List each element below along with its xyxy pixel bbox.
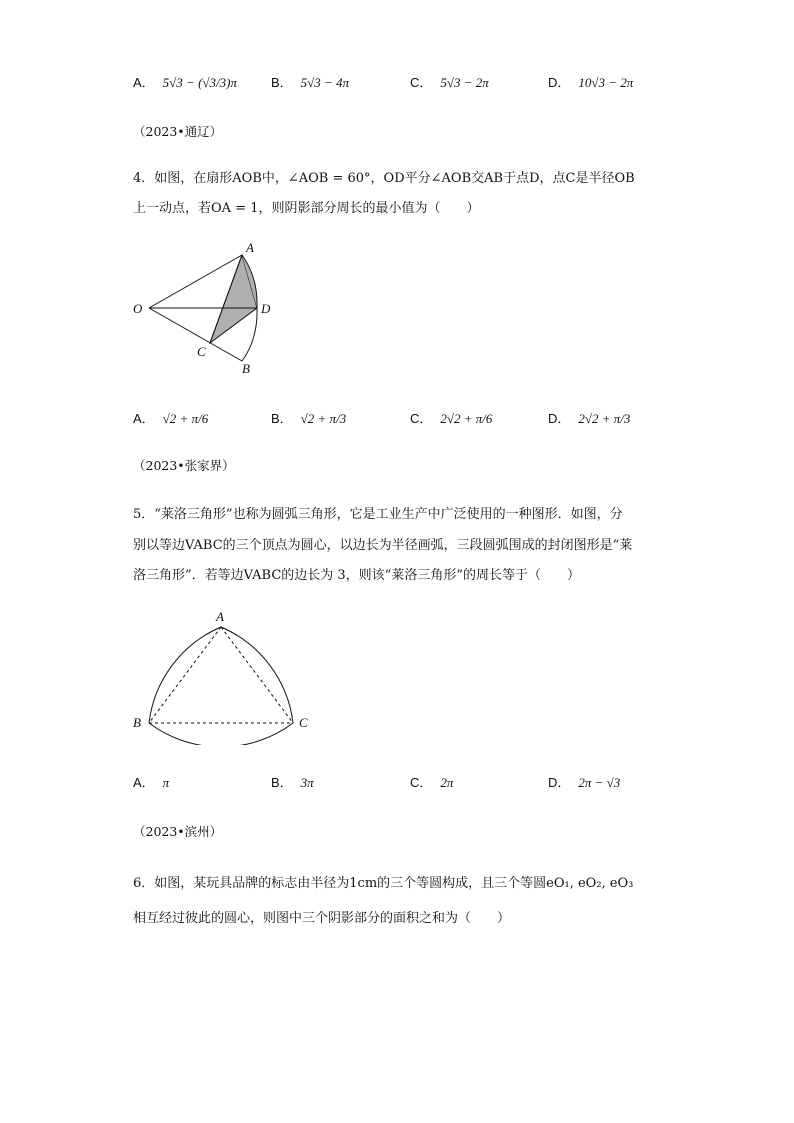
q5-option-b[interactable]: B． 3π bbox=[271, 775, 314, 790]
q3-option-b[interactable]: B． 5√3 − 4π bbox=[271, 75, 350, 90]
q5-option-d[interactable]: D． 2π − √3 bbox=[548, 775, 621, 790]
q5-label-b: B bbox=[133, 715, 141, 730]
q5-dashed-ac bbox=[221, 627, 293, 723]
q5-label-c: C bbox=[299, 715, 308, 730]
q4-text-line2: 上一动点，若OA = 1，则阴影部分周长的最小值为（ ） bbox=[133, 201, 480, 216]
q5-arc-bc bbox=[149, 723, 293, 745]
q5-text-line3: 洛三角形”．若等边VABC的边长为 3，则该“莱洛三角形”的周长等于（ ） bbox=[133, 568, 580, 583]
q6-source: （2023•滨州） bbox=[133, 824, 223, 839]
q5-option-c[interactable]: C． 2π bbox=[410, 775, 454, 790]
q5-figure bbox=[125, 605, 325, 745]
q5-text-line2: 别以等边VABC的三个顶点为圆心，以边长为半径画弧，三段圆弧围成的封闭图形是“莱 bbox=[133, 538, 633, 553]
q4-source: （2023•通辽） bbox=[133, 124, 223, 139]
q4-label-c: C bbox=[197, 344, 206, 359]
q4-option-c[interactable]: C． 2√2 + π/6 bbox=[410, 411, 493, 426]
q5-text-line1: 5．“莱洛三角形”也称为圆弧三角形，它是工业生产中广泛使用的一种图形．如图，分 bbox=[133, 507, 623, 522]
q4-option-d[interactable]: D． 2√2 + π/3 bbox=[548, 411, 631, 426]
q5-source: （2023•张家界） bbox=[133, 458, 235, 473]
q5-option-a[interactable]: A． π bbox=[133, 775, 170, 790]
q4-label-b: B bbox=[242, 361, 250, 376]
q4-figure bbox=[125, 235, 285, 380]
q5-label-a: A bbox=[216, 609, 224, 624]
q4-label-a: A bbox=[246, 240, 254, 255]
q3-option-d[interactable]: D． 10√3 − 2π bbox=[548, 75, 634, 90]
q4-text-line1: 4．如图，在扇形AOB中，∠AOB = 60°，OD平分∠AOB交AB于点D，点C是半径OB bbox=[133, 171, 635, 186]
q3-option-a[interactable]: A． 5√3 − (√3/3)π bbox=[133, 75, 237, 90]
q5-dashed-ab bbox=[149, 627, 221, 723]
q4-option-a[interactable]: A． √2 + π/6 bbox=[133, 411, 209, 426]
q6-text-line2: 相互经过彼此的圆心，则图中三个阴影部分的面积之和为（ ） bbox=[133, 911, 511, 926]
q6-text-line1: 6．如图，某玩具品牌的标志由半径为1cm的三个等圆构成，且三个等圆eO₁, eO₂, eO₃ bbox=[133, 876, 634, 891]
q4-option-b[interactable]: B． √2 + π/3 bbox=[271, 411, 347, 426]
q4-label-o: O bbox=[133, 301, 143, 316]
q4-label-d: D bbox=[261, 301, 271, 316]
q3-option-c[interactable]: C． 5√3 − 2π bbox=[410, 75, 489, 90]
